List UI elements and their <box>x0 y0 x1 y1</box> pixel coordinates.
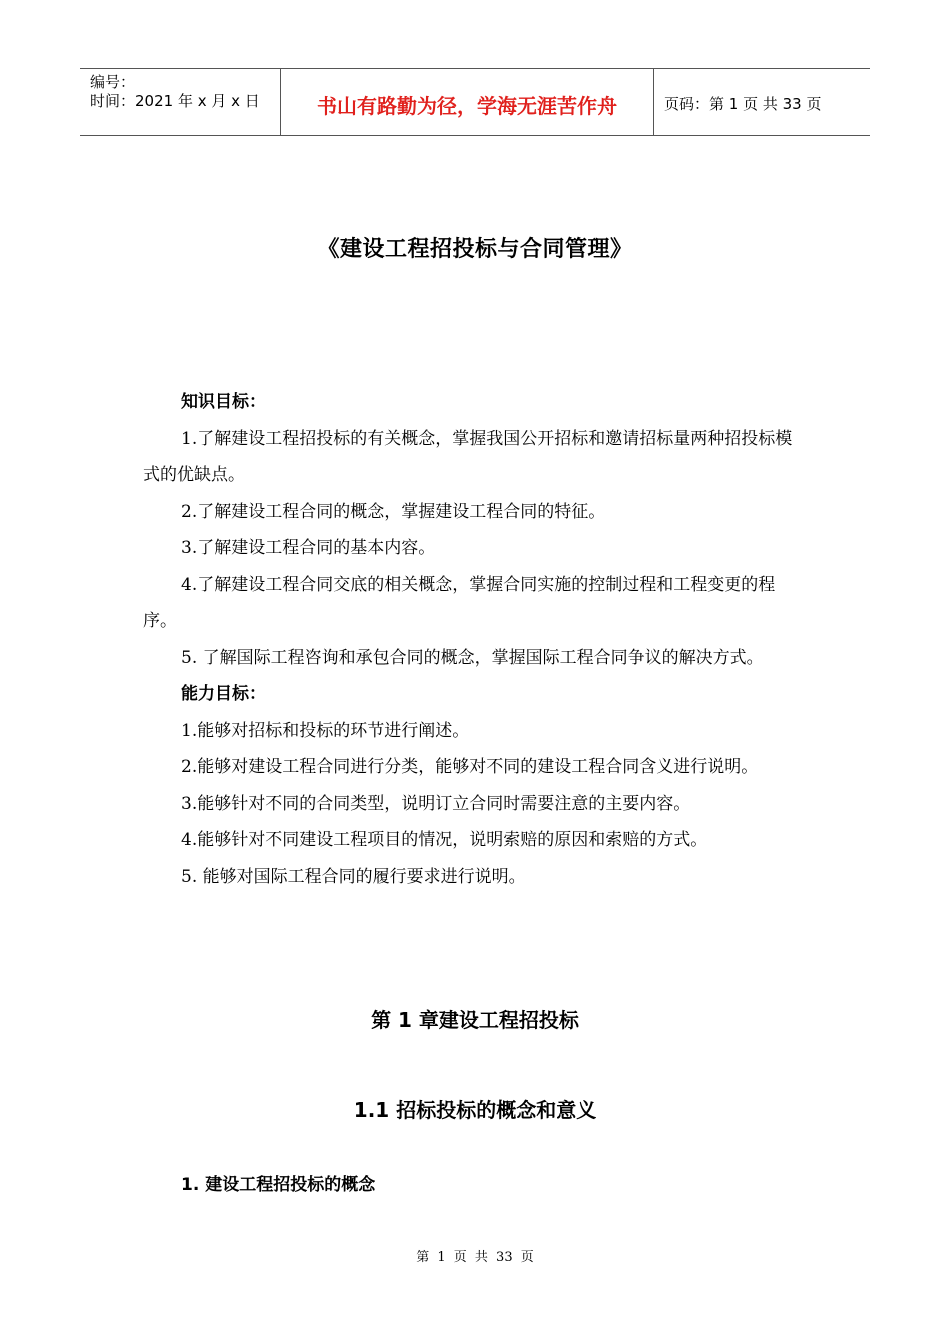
ability-objectives-heading: 能力目标： <box>181 684 266 704</box>
knowledge-objectives-heading: 知识目标： <box>181 392 266 412</box>
ability-objective-item: 2.能够对建设工程合同进行分类，能够对不同的建设工程合同含义进行说明。 <box>181 757 759 777</box>
chapter-title: 第 1 章建设工程招投标 <box>371 1008 579 1032</box>
document-title: 《建设工程招投标与合同管理》 <box>317 237 633 262</box>
knowledge-objective-item: 2.了解建设工程合同的概念，掌握建设工程合同的特征。 <box>181 501 606 522</box>
section-title: 1.1 招标投标的概念和意义 <box>353 1098 597 1122</box>
objectives-section <box>143 384 798 895</box>
knowledge-objective-item: 5. 了解国际工程咨询和承包合同的概念，掌握国际工程合同争议的解决方式。 <box>181 647 764 668</box>
ability-objective-item: 3.能够针对不同的合同类型，说明订立合同时需要注意的主要内容。 <box>181 793 691 814</box>
knowledge-objective-item: 4.了解建设工程合同交底的相关概念，掌握合同实施的控制过程和工程变更的程序。 <box>143 574 776 631</box>
ability-objective-item: 4.能够针对不同建设工程项目的情况，说明索赔的原因和索赔的方式。 <box>181 830 708 850</box>
subsection-title: 1. 建设工程招投标的概念 <box>181 1175 376 1195</box>
ability-objective-item: 1.能够对招标和投标的环节进行阐述。 <box>181 720 470 741</box>
knowledge-objective-item: 1.了解建设工程招投标的有关概念，掌握我国公开招标和邀请招标量两种招投标模式的优缺点。 <box>143 428 793 485</box>
document-number-label: 编号： <box>90 73 136 91</box>
document-date-label: 时间：2021 年 x 月 x 日 <box>90 92 260 110</box>
page-header <box>80 68 870 136</box>
knowledge-objective-item: 3.了解建设工程合同的基本内容。 <box>181 538 436 558</box>
header-motto: 书山有路勤为径，学海无涯苦作舟 <box>281 69 654 135</box>
ability-objective-item: 5. 能够对国际工程合同的履行要求进行说明。 <box>181 866 526 887</box>
header-page-info: 页码：第 1 页 共 33 页 <box>664 94 822 113</box>
header-meta <box>80 69 281 135</box>
page-footer: 第 1 页 共 33 页 <box>416 1250 534 1265</box>
